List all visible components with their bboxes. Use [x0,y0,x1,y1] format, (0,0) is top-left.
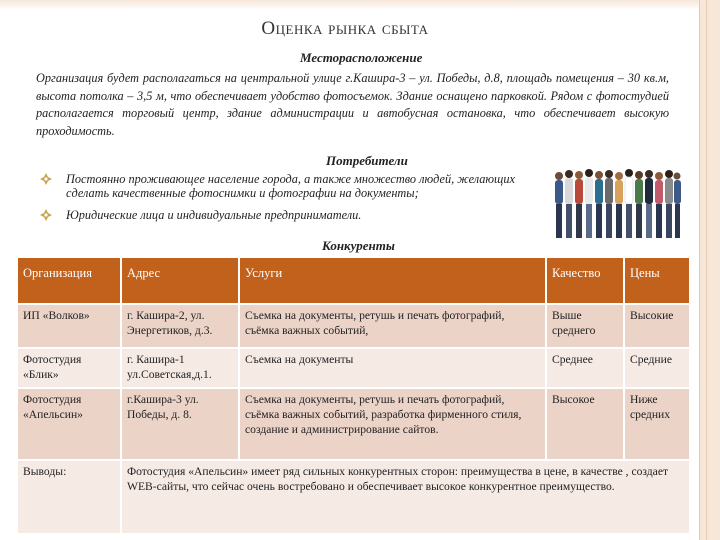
slide-right-frame [699,0,720,540]
table-row [18,304,690,348]
competitors-table [18,258,691,535]
table-cell: г. Кашира-2, ул. Энергетиков, д.3. [121,304,239,348]
column-header: Цены [624,258,690,304]
competitors-heading: Конкуренты [322,238,395,253]
table-cell: Съемка на документы [239,348,546,388]
table-row-conclusion [18,460,690,534]
conclusion-label: Выводы: [18,460,121,534]
table-cell: Ниже средних [624,388,690,460]
slide-top-frame [0,0,720,10]
conclusion-text: Фотостудия «Апельсин» имеет ряд сильных конкурентных сторон: преимущества в цене, в качестве , создает WEB-сайты, что сейчас очень востребовано и обеспечивает высокое конкурентное преимущество. [121,460,690,534]
table-cell: Фотостудия «Блик» [18,348,121,388]
table-cell: г.Кашира-3 ул. Победы, д. 8. [121,388,239,460]
column-header: Адрес [121,258,239,304]
table-cell: Фотостудия «Апельсин» [18,388,121,460]
table-cell: Съемка на документы, ретушь и печать фотографий, съёмка важных событий, [239,304,546,348]
table-cell: Высокие [624,304,690,348]
table-cell: г. Кашира-1 ул.Советская,д.1. [121,348,239,388]
table-cell: Съемка на документы, ретушь и печать фотографий, съёмка важных событий, разработка фирменного стиля, создание и администрирование сайтов. [239,388,546,460]
consumers-item-text: Постоянно проживающее население города, а также множество людей, желающих сделать качественные фотоснимки и фотографии на документы; [66,172,515,200]
consumers-heading: Потребители [326,153,408,168]
consumers-item-text: Юридические лица и индивидуальные предприниматели. [66,208,362,222]
group-of-people-photo [553,164,681,240]
location-text: Организация будет располагаться на центральной улице г.Кашира-3 – ул. Победы, д.8, площадь помещения – 30 кв.м, высота потолка – 3,5 м, что обеспечивает удобство фотосъемок. Здание оснащено парковкой. Рядом с фотостудией располагается торговый центр, здание администрации и автобусная остановка, что обеспечивает высокую проходимость. [36,71,669,138]
slide-title: Оценка рынка сбыта [261,18,429,39]
table-cell: Выше среднего [546,304,624,348]
location-heading: Месторасположение [300,50,423,65]
table-cell: ИП «Волков» [18,304,121,348]
consumers-list [40,172,545,226]
consumers-item [40,172,545,200]
column-header: Качество [546,258,624,304]
table-header-row [18,258,690,304]
table-row [18,348,690,388]
consumers-item [40,208,545,222]
column-header: Организация [18,258,121,304]
table-cell: Среднее [546,348,624,388]
diamond-bullet-icon [40,173,52,185]
table-cell: Средние [624,348,690,388]
diamond-bullet-icon [40,209,52,221]
table-row [18,388,690,460]
column-header: Услуги [239,258,546,304]
table-cell: Высокое [546,388,624,460]
